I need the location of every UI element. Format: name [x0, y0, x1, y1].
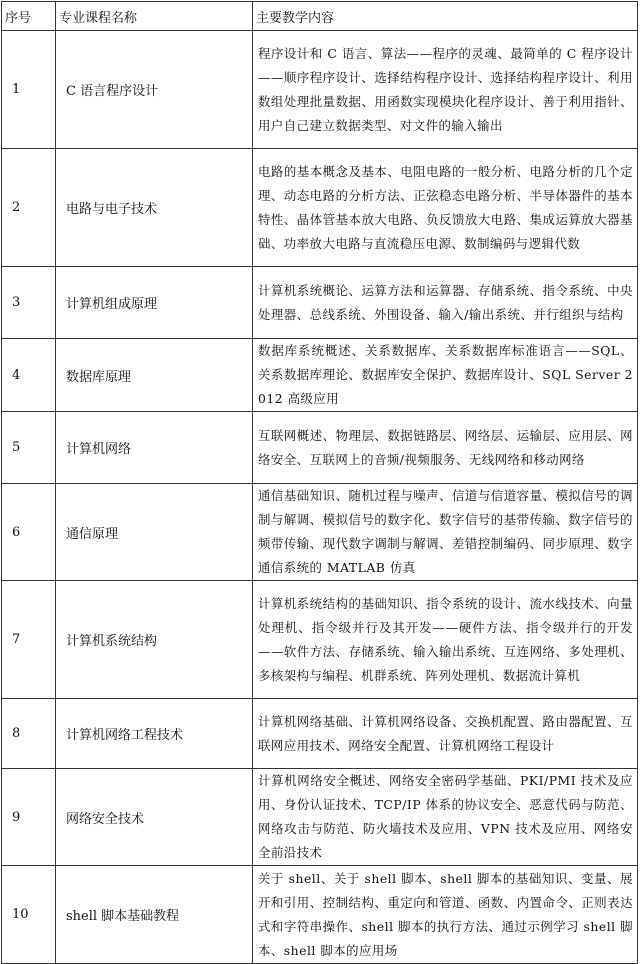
course-content: 电路的基本概念及基本、电阻电路的一般分析、电路分析的几个定理、动态电路的分析方法、正弦稳态电路分析、半导体器件的基本特性、晶体管基本放大电路、负反馈放大电路、集成运算放大器基础、功率放大电路与直流稳压电源、数制编码与逻辑代数	[253, 149, 638, 267]
row-number: 3	[2, 267, 56, 339]
course-content: 数据库系统概述、关系数据库、关系数据库标准语言——SQL、关系数据库理论、数据库安全保护、数据库设计、SQL Server 2012 高级应用	[253, 339, 638, 412]
row-number: 7	[2, 581, 56, 699]
course-name: shell 脚本基础教程	[56, 866, 253, 964]
course-content: 计算机网络安全概述、网络安全密码学基础、PKI/PMI 技术及应用、身份认证技术、TCP/IP 体系的协议安全、恶意代码与防范、网络攻击与防范、防火墙技术及应用、VPN 技术及应用、网络安全前沿技术	[253, 769, 638, 866]
row-number: 2	[2, 149, 56, 267]
header-number: 序号	[2, 2, 56, 31]
course-content: 程序设计和 C 语言、算法——程序的灵魂、最简单的 C 程序设计——顺序程序设计、选择结构程序设计、选择结构程序设计、利用数组处理批量数据、用函数实现模块化程序设计、善于利用指针、用户自己建立数据类型、对文件的输入输出	[253, 31, 638, 149]
course-content: 互联网概述、物理层、数据链路层、网络层、运输层、应用层、网络安全、互联网上的音频/视频服务、无线网络和移动网络	[253, 412, 638, 484]
table-row	[2, 769, 638, 866]
course-name: 计算机系统结构	[56, 581, 253, 699]
table-row	[2, 267, 638, 339]
table-row	[2, 339, 638, 412]
course-name: 通信原理	[56, 484, 253, 581]
header-content: 主要教学内容	[253, 2, 638, 31]
row-number: 6	[2, 484, 56, 581]
course-content: 计算机系统概论、运算方法和运算器、存储系统、指令系统、中央处理器、总线系统、外围设备、输入/输出系统、并行组织与结构	[253, 267, 638, 339]
course-name: 数据库原理	[56, 339, 253, 412]
course-name: C 语言程序设计	[56, 31, 253, 149]
table-row	[2, 31, 638, 149]
table-row	[2, 149, 638, 267]
row-number: 10	[2, 866, 56, 964]
course-name: 网络安全技术	[56, 769, 253, 866]
course-name: 电路与电子技术	[56, 149, 253, 267]
table-row	[2, 581, 638, 699]
table-row	[2, 699, 638, 769]
table-header-row	[2, 2, 638, 31]
row-number: 8	[2, 699, 56, 769]
course-content: 计算机网络基础、计算机网络设备、交换机配置、路由器配置、互联网应用技术、网络安全配置、计算机网络工程设计	[253, 699, 638, 769]
row-number: 1	[2, 31, 56, 149]
course-content: 通信基础知识、随机过程与噪声、信道与信道容量、模拟信号的调制与解调、模拟信号的数字化、数字信号的基带传输、数字信号的频带传输、现代数字调制与解调、差错控制编码、同步原理、数字通信系统的 MATLAB 仿真	[253, 484, 638, 581]
table-row	[2, 866, 638, 964]
course-name: 计算机网络工程技术	[56, 699, 253, 769]
course-content-text: 关于 shell、关于 shell 脚本、shell 脚本的基础知识、变量、展开和引用、控制结构、重定向和管道、函数、内置命令、正则表达式和字符串操作、shell 脚本的执行方法、通过示例学习 shell 脚本、shell 脚本的应用场	[258, 870, 633, 958]
course-content: 计算机系统结构的基础知识、指令系统的设计、流水线技术、向量处理机、指令级并行及其开发——硬件方法、指令级并行的开发——软件方法、存储系统、输入输出系统、互连网络、多处理机、多核架构与编程、机群系统、阵列处理机、数据流计算机	[253, 581, 638, 699]
row-number: 5	[2, 412, 56, 484]
header-course-name: 专业课程名称	[56, 2, 253, 31]
course-name: 计算机网络	[56, 412, 253, 484]
row-number: 9	[2, 769, 56, 866]
course-content	[253, 866, 638, 964]
course-name: 计算机组成原理	[56, 267, 253, 339]
table-row	[2, 484, 638, 581]
table-row	[2, 412, 638, 484]
course-table	[1, 1, 638, 964]
row-number: 4	[2, 339, 56, 412]
